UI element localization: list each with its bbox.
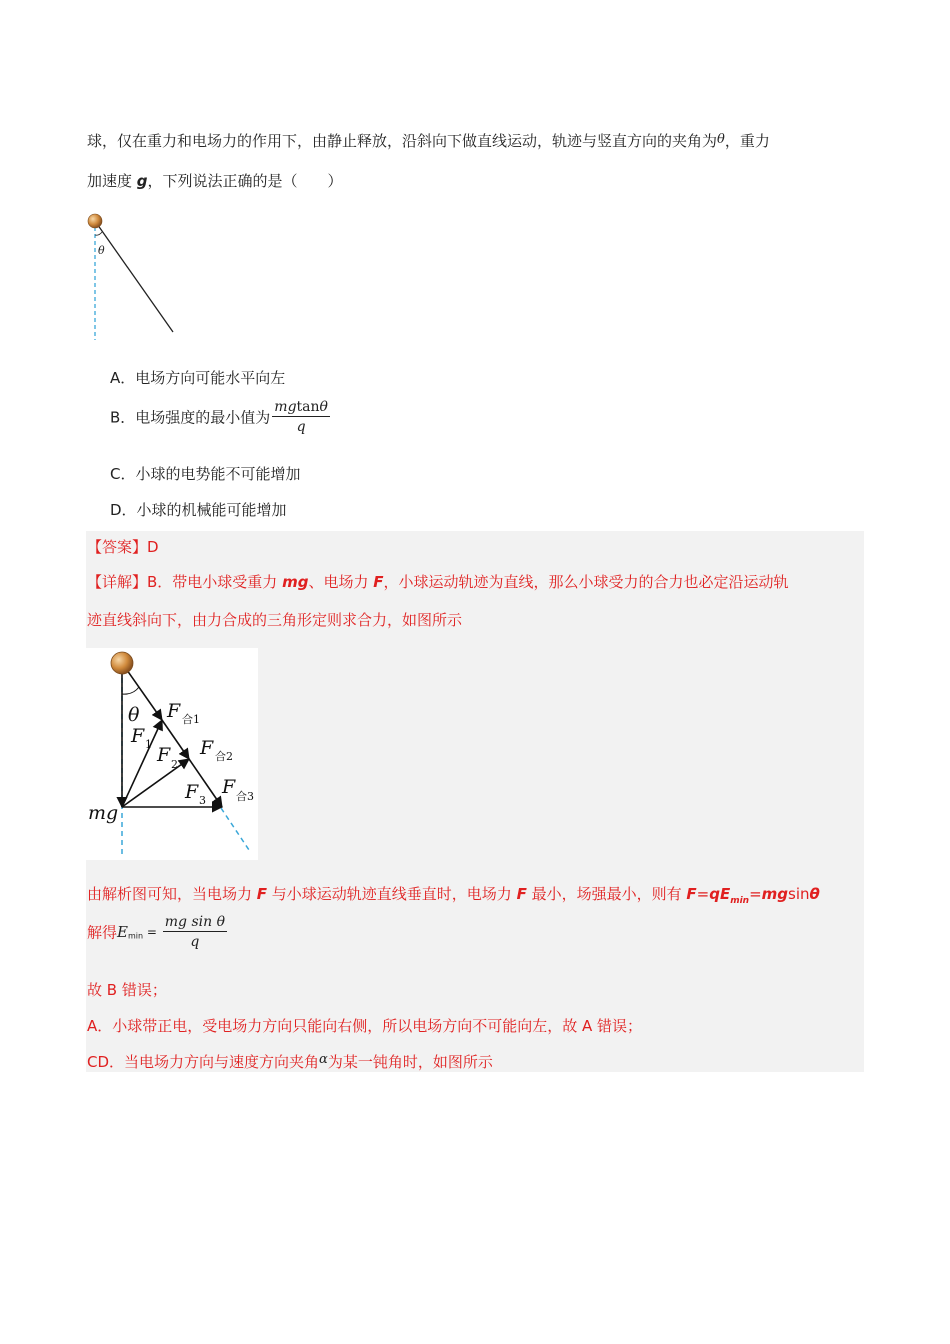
detail-line-2: 迹直线斜向下，由力合成的三角形定则求合力，如图所示 [87, 611, 463, 629]
eq-theta: θ [809, 885, 820, 903]
solve-prefix: 解得 [87, 923, 118, 942]
f-he3-label: F [222, 776, 236, 798]
option-a: A．电场方向可能水平向左 [110, 369, 286, 387]
detail-text-1b: 、电场力 [308, 573, 374, 591]
question-line-1 [87, 130, 770, 151]
b-wrong-line: 故 B 错误； [87, 981, 167, 999]
eq-equals-2: = [749, 885, 762, 903]
solve-E: E [117, 923, 128, 941]
solve-denominator: q [190, 934, 200, 950]
answer-line [87, 536, 159, 557]
detail-label: 【详解】 [87, 573, 148, 591]
f3-sub: 3 [199, 794, 206, 807]
theta-symbol: θ [717, 132, 725, 147]
mg-label: mg [88, 802, 119, 824]
detail-mg: mg [282, 573, 309, 591]
f2-label: F [157, 744, 171, 766]
f1-label: F [131, 725, 145, 747]
cd-text-a: CD．当电场力方向与速度方向夹角 [87, 1053, 320, 1071]
option-c: C．小球的电势能不可能增加 [110, 465, 301, 483]
charged-ball [88, 214, 102, 228]
analysis-F2: F [516, 885, 527, 903]
f3-label: F [185, 781, 199, 803]
alpha-symbol: α [319, 1052, 328, 1067]
eq-qE: qE [709, 885, 731, 903]
eq-sin: sin [788, 885, 810, 903]
option-d: D．小球的机械能可能增加 [110, 501, 287, 519]
question-text-2a: 加速度 [87, 172, 137, 190]
cd-text-b: 为某一钝角时，如图所示 [327, 1053, 493, 1071]
option-b-fraction [272, 399, 330, 435]
option-b-prefix: B．电场强度的最小值为 [110, 408, 271, 427]
analysis-text-1c: 最小，场强最小，则有 [526, 885, 687, 903]
solve-numerator: mg sin θ [164, 914, 225, 930]
eq-F: F [686, 885, 697, 903]
analysis-text-1a: 由解析图可知，当电场力 [87, 885, 257, 903]
analysis-F1: F [256, 885, 268, 903]
charged-ball-2 [111, 652, 133, 674]
solve-equals: = [143, 925, 161, 939]
eq-min-sub: min [730, 896, 750, 906]
f-he2-sub: 合2 [215, 750, 233, 763]
option-b [110, 399, 330, 435]
solve-min-sub: min [127, 931, 144, 941]
detail-text-1a: B．带电小球受重力 [147, 573, 283, 591]
figure-force-triangle [86, 648, 258, 860]
analysis-line [87, 883, 820, 906]
cd-line [87, 1051, 493, 1072]
solve-line [87, 914, 227, 950]
frac-mg: mg [274, 399, 297, 415]
f-he1-label: F [167, 700, 181, 722]
figure-ball-trajectory [80, 205, 190, 345]
frac-tan: tan [296, 399, 320, 415]
answer-label: 【答案】 [87, 538, 148, 556]
solve-fraction [163, 914, 227, 950]
question-line-2 [87, 170, 343, 191]
f1-sub: 1 [145, 738, 152, 751]
f-he3-sub: 合3 [236, 790, 254, 803]
detail-line-1 [87, 571, 789, 592]
frac-q: q [296, 419, 306, 435]
eq-mg: mg [761, 885, 789, 903]
f2-sub: 2 [171, 758, 178, 771]
trajectory-line [95, 221, 173, 332]
theta-label-2: θ [128, 704, 140, 726]
eq-equals-1: = [696, 885, 710, 903]
analysis-text-1b: 与小球运动轨迹直线垂直时，电场力 [267, 885, 517, 903]
f-he2-label: F [200, 737, 214, 759]
question-text-1-end: ，重力 [724, 132, 770, 150]
angle-label: θ [98, 244, 105, 257]
f-he1-sub: 合1 [182, 713, 200, 726]
detail-text-1c: ，小球运动轨迹为直线，那么小球受力的合力也必定沿运动轨 [383, 573, 789, 591]
question-text-1: 球，仅在重力和电场力的作用下，由静止释放，沿斜向下做直线运动，轨迹与竖直方向的夹角为 [87, 132, 718, 150]
answer-value: D [147, 538, 159, 556]
frac-theta: θ [319, 399, 328, 415]
g-symbol: g [136, 172, 148, 190]
angle-arc [95, 232, 102, 235]
a-line: A．小球带正电，受电场力方向只能向右侧，所以电场方向不可能向左，故 A 错误； [87, 1017, 643, 1035]
detail-F: F [373, 573, 384, 591]
question-text-2b: ，下列说法正确的是（ ） [147, 172, 343, 190]
